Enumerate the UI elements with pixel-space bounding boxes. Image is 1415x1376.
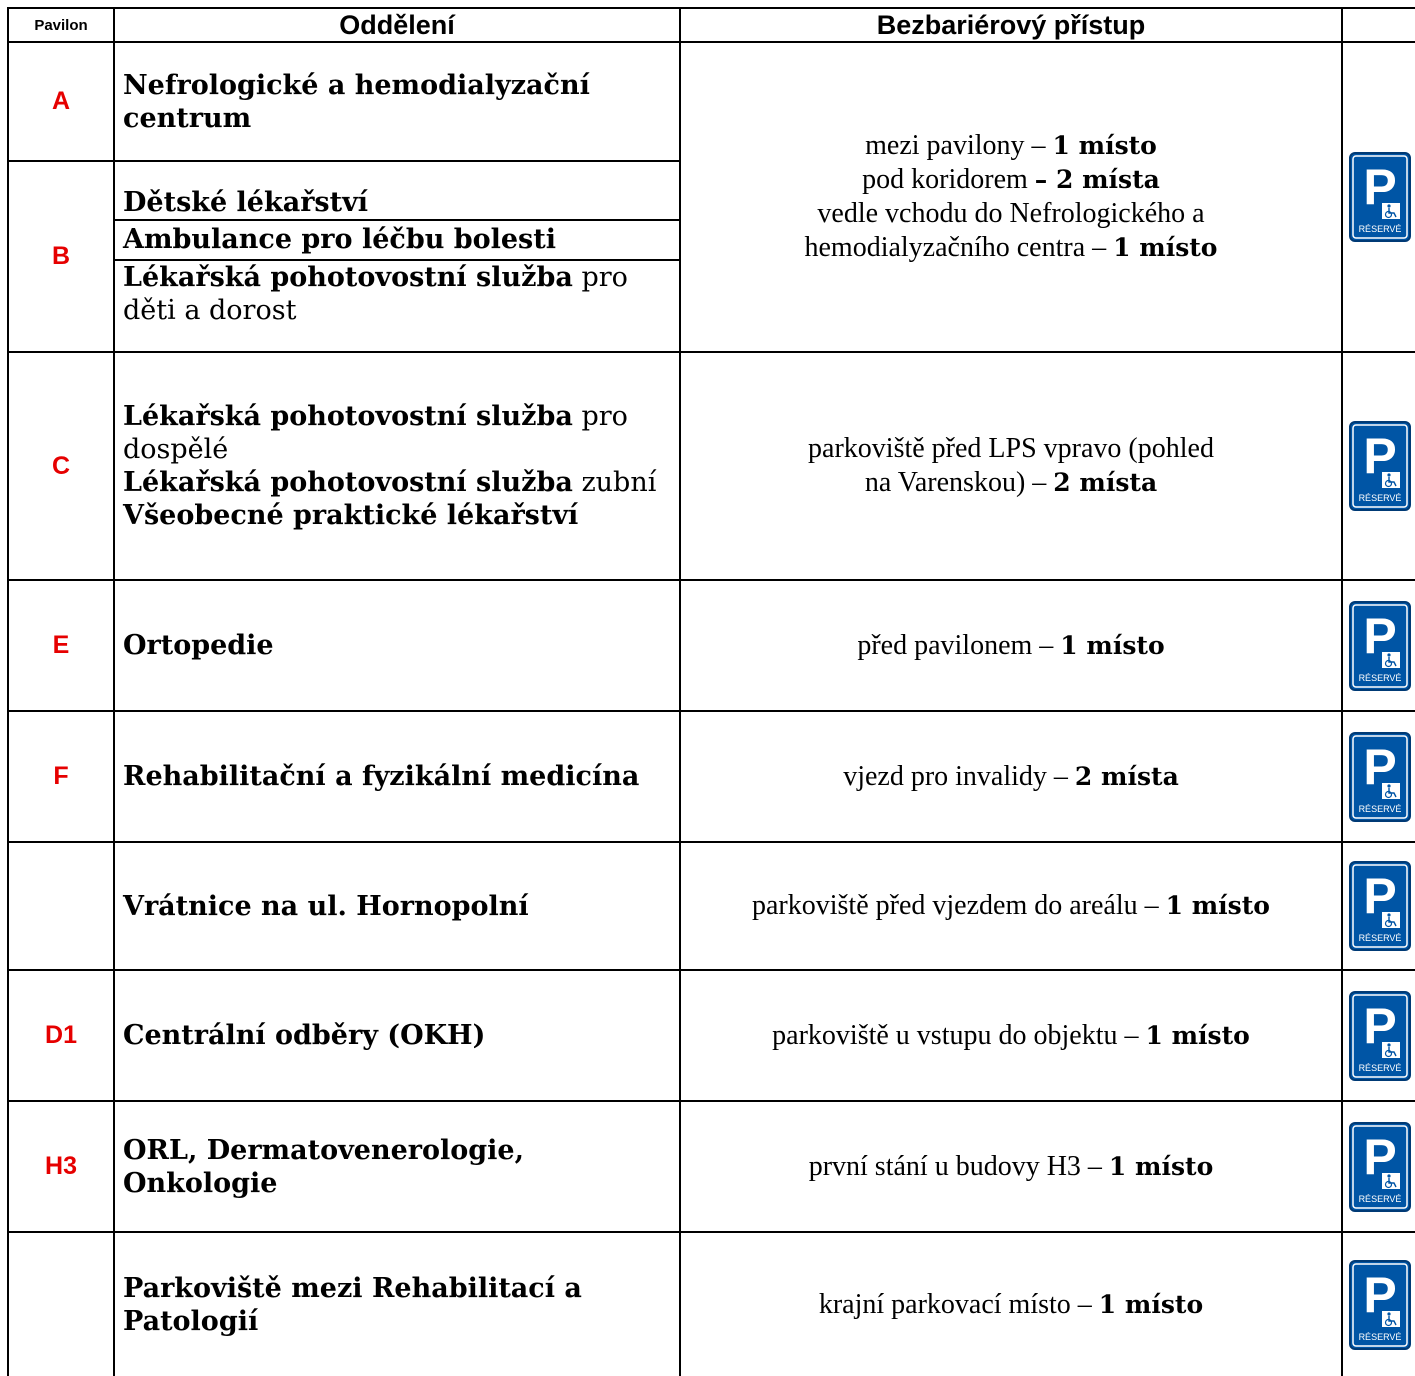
- header-pavilon: Pavilon: [8, 8, 114, 42]
- access-count: 1 místo: [1113, 233, 1218, 262]
- access-line: [681, 231, 1341, 265]
- pavilon-cell: A: [8, 42, 114, 161]
- parking-reserved-icon: [1349, 152, 1411, 242]
- dept-name: Lékařská pohotovostní služba pro dospělé: [123, 401, 628, 465]
- table-row: [8, 352, 1415, 580]
- access-cell: krajní parkovací místo – 1 místo: [680, 1232, 1342, 1376]
- access-cell: [680, 352, 1342, 580]
- table-row: [8, 580, 1415, 711]
- dept-cell: [114, 970, 680, 1101]
- dept-name: Ambulance pro léčbu bolesti: [115, 221, 679, 261]
- dept-cell: [114, 580, 680, 711]
- table-row: [8, 842, 1415, 970]
- dept-name: Dětské lékařství: [115, 186, 679, 221]
- sign-cell: [1342, 580, 1415, 711]
- sign-cell: [1342, 711, 1415, 842]
- parking-reserved-icon: [1349, 861, 1411, 951]
- pavilon-cell: F: [8, 711, 114, 842]
- parking-reserved-icon: [1349, 1122, 1411, 1212]
- dept-name: Nefrologické a hemodialyzační centrum: [123, 69, 590, 134]
- dept-cell: [114, 1101, 680, 1232]
- sign-cell: [1342, 1101, 1415, 1232]
- access-text: vedle vchodu do Nefrologického a: [817, 198, 1205, 229]
- sign-cell: [1342, 352, 1415, 580]
- dept-cell: [114, 161, 680, 352]
- dept-name: Parkoviště mezi Rehabilitací a Patologií: [123, 1272, 582, 1337]
- dept-name: Centrální odběry (OKH): [123, 1020, 486, 1051]
- parking-table: [7, 7, 1415, 1376]
- access-text: hemodialyzačního centra –: [804, 232, 1114, 263]
- dept-name: Lékařská pohotovostní služba pro děti a dorost: [123, 262, 628, 326]
- dept-name: Lékařská pohotovostní služba zubní: [123, 467, 657, 498]
- access-count: – 2 místa: [1034, 165, 1160, 194]
- sign-cell: [1342, 1232, 1415, 1376]
- access-cell: parkoviště před vjezdem do areálu – 1 místo: [680, 842, 1342, 970]
- access-cell: první stání u budovy H3 – 1 místo: [680, 1101, 1342, 1232]
- access-line: parkoviště před LPS vpravo (pohled: [808, 433, 1214, 464]
- pavilon-cell: B: [8, 161, 114, 352]
- pavilon-cell: C: [8, 352, 114, 580]
- dept-name: ORL, Dermatovenerologie, Onkologie: [123, 1134, 524, 1199]
- parking-reserved-icon: [1349, 732, 1411, 822]
- dept-subgroup: [115, 186, 679, 327]
- access-cell: před pavilonem – 1 místo: [680, 580, 1342, 711]
- header-sign: [1342, 8, 1415, 42]
- dept-name: Všeobecné praktické lékařství: [123, 500, 579, 531]
- dept-cell: [114, 42, 680, 161]
- header-oddeleni: Oddělení: [114, 8, 680, 42]
- access-text: mezi pavilony –: [865, 130, 1053, 161]
- parking-reserved-icon: [1349, 991, 1411, 1081]
- access-cell: vjezd pro invalidy – 2 místa: [680, 711, 1342, 842]
- dept-name: Rehabilitační a fyzikální medicína: [123, 761, 640, 792]
- pavilon-cell: D1: [8, 970, 114, 1101]
- pavilon-cell: [8, 1232, 114, 1376]
- access-cell: [680, 42, 1342, 352]
- header-pristup: Bezbariérový přístup: [680, 8, 1342, 42]
- table-row: [8, 1232, 1415, 1376]
- access-text: pod koridorem: [862, 164, 1035, 195]
- parking-reserved-icon: [1349, 1260, 1411, 1350]
- table-header: [8, 8, 1415, 42]
- access-cell: parkoviště u vstupu do objektu – 1 místo: [680, 970, 1342, 1101]
- access-line: [681, 129, 1341, 163]
- dept-cell: [114, 352, 680, 580]
- pavilon-cell: [8, 842, 114, 970]
- sign-cell: [1342, 42, 1415, 352]
- dept-cell: [114, 1232, 680, 1376]
- pavilon-cell: E: [8, 580, 114, 711]
- dept-name: Vrátnice na ul. Hornopolní: [123, 890, 529, 922]
- parking-reserved-icon: [1349, 601, 1411, 691]
- dept-cell: [114, 842, 680, 970]
- parking-reserved-icon: [1349, 421, 1411, 511]
- sign-cell: [1342, 970, 1415, 1101]
- dept-cell: [114, 711, 680, 842]
- access-count: 1 místo: [1052, 131, 1157, 160]
- sign-cell: [1342, 842, 1415, 970]
- table-row: [8, 1101, 1415, 1232]
- pavilon-cell: H3: [8, 1101, 114, 1232]
- parking-table-wrapper: [7, 7, 1415, 1376]
- table-row: [8, 970, 1415, 1101]
- dept-name: Ortopedie: [123, 630, 274, 661]
- access-line: [681, 197, 1341, 231]
- table-row: [8, 42, 1415, 161]
- access-line: [681, 163, 1341, 197]
- table-row: [8, 711, 1415, 842]
- access-line: na Varenskou) – 2 místa: [864, 467, 1158, 498]
